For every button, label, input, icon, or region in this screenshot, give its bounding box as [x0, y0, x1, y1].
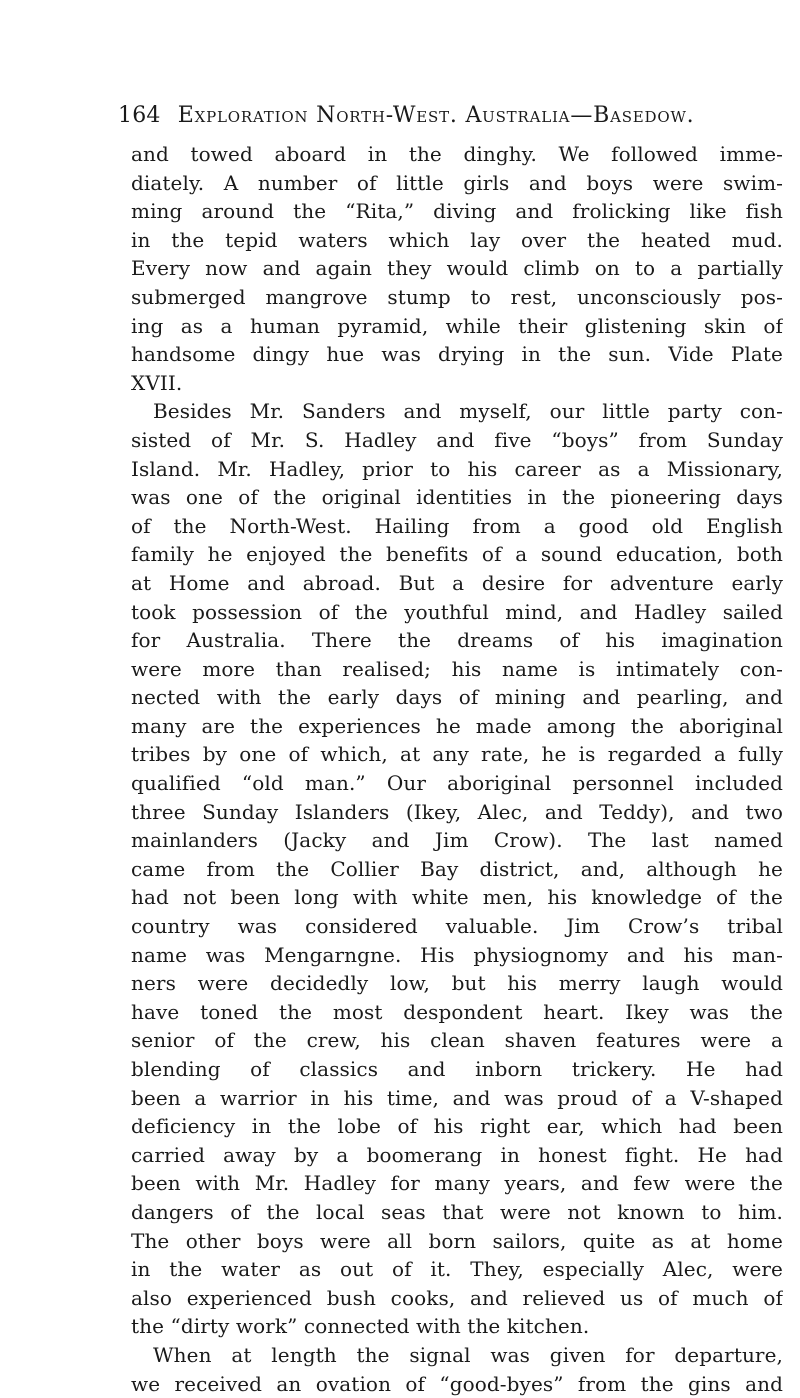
text-line: country was considered valuable. Jim Crow’s tribal — [131, 914, 783, 939]
text-line: we received an ovation of “good-byes” from the gins and — [131, 1371, 783, 1396]
text-line: When at length the signal was given for departure, — [153, 1342, 783, 1367]
text-line: tribes by one of which, at any rate, he is regarded a fully — [131, 742, 783, 767]
text-line: sisted of Mr. S. Hadley and five “boys” from Sunday — [131, 427, 783, 452]
text-line: took possession of the youthful mind, and Hadley sailed — [131, 599, 783, 624]
text-line: deficiency in the lobe of his right ear, which had been — [131, 1114, 783, 1139]
text-line: dangers of the local seas that were not known to him. — [131, 1199, 783, 1224]
text-line: been a warrior in his time, and was proud of a V-shaped — [131, 1085, 783, 1110]
text-line: been with Mr. Hadley for many years, and few were the — [131, 1171, 783, 1196]
text-line: of the North-West. Hailing from a good old English — [131, 513, 783, 538]
text-line: family he enjoyed the benefits of a sound education, both — [131, 542, 783, 567]
text-line: The other boys were all born sailors, quite as at home — [131, 1228, 783, 1253]
text-line: nected with the early days of mining and pearling, and — [131, 685, 783, 710]
text-line: and towed aboard in the dinghy. We followed imme- — [131, 142, 783, 166]
text-line: senior of the crew, his clean shaven features were a — [131, 1028, 783, 1053]
body-text — [131, 140, 783, 1398]
text-line: was one of the original identities in the pioneering days — [131, 485, 783, 510]
text-line: were more than realised; his name is intimately con- — [131, 656, 783, 681]
text-line: qualified “old man.” Our aboriginal personnel included — [131, 771, 783, 796]
text-line: many are the experiences he made among the aboriginal — [131, 713, 783, 738]
text-line: three Sunday Islanders (Ikey, Alec, and Teddy), and two — [131, 799, 783, 824]
text-line: in the water as out of it. They, especially Alec, were — [131, 1257, 783, 1282]
text-line: diately. A number of little girls and boys were swim- — [131, 170, 783, 195]
text-line: also experienced bush cooks, and relieved us of much of — [131, 1285, 783, 1310]
text-line: mainlanders (Jacky and Jim Crow). The last named — [131, 828, 783, 853]
text-line: XVII. — [131, 370, 183, 395]
page-number: 164 — [118, 103, 161, 128]
page-header — [118, 104, 768, 128]
text-line: handsome dingy hue was drying in the sun. Vide Plate — [131, 342, 783, 367]
text-line: name was Mengarngne. His physiognomy and his man- — [131, 942, 783, 967]
text-line: blending of classics and inborn trickery. He had — [131, 1057, 783, 1081]
running-title: Exploration North-West. Australia—Basedow. — [177, 103, 695, 128]
text-line: Every now and again they would climb on to a partially — [131, 256, 783, 281]
text-line: ners were decidedly low, but his merry laugh would — [131, 971, 783, 996]
text-line: submerged mangrove stump to rest, unconsciously pos- — [131, 284, 783, 309]
text-line: carried away by a boomerang in honest fight. He had — [131, 1142, 783, 1167]
text-line: have toned the most despondent heart. Ikey was the — [131, 999, 783, 1024]
text-line: ming around the “Rita,” diving and frolicking like fish — [131, 199, 783, 224]
text-line: had not been long with white men, his knowledge of the — [131, 885, 783, 910]
text-line: Island. Mr. Hadley, prior to his career as a Missionary, — [131, 456, 783, 481]
text-line: for Australia. There the dreams of his imagination — [131, 628, 783, 653]
text-line: Besides Mr. Sanders and myself, our little party con- — [153, 399, 783, 424]
text-line: the “dirty work” connected with the kitchen. — [131, 1314, 590, 1339]
text-line: in the tepid waters which lay over the heated mud. — [131, 227, 783, 252]
text-line: ing as a human pyramid, while their glistening skin of — [131, 313, 783, 338]
text-line: at Home and abroad. But a desire for adventure early — [131, 570, 783, 595]
text-line: came from the Collier Bay district, and, although he — [131, 856, 783, 881]
